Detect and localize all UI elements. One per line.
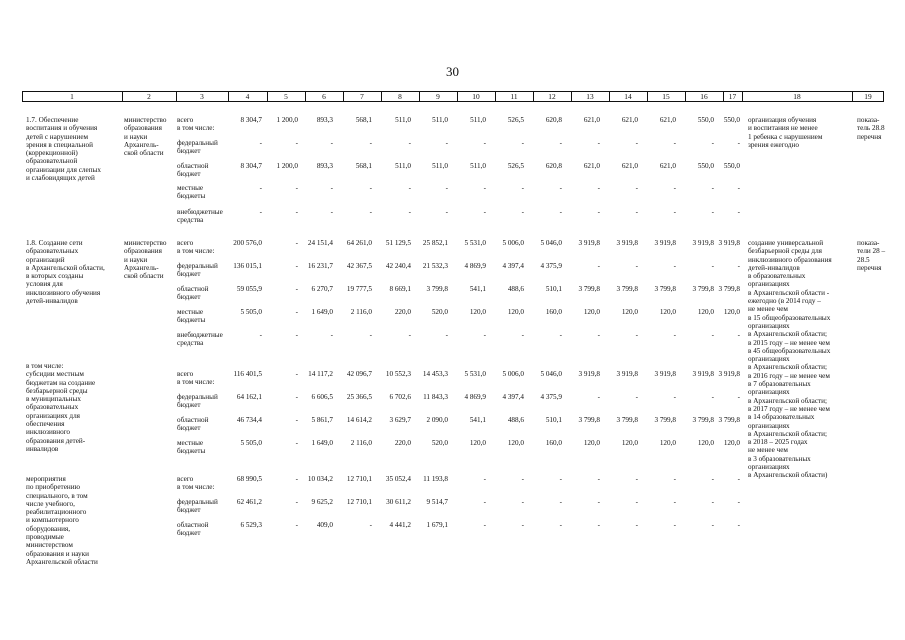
value-cell: 5 046,0 [540,239,562,247]
value-cell: 120,0 [469,439,486,447]
page-number: 30 [446,64,459,79]
value-cell: 568,1 [355,116,372,124]
value-cell: - [559,184,562,192]
value-cell: - [737,393,740,401]
value-cell: 3 799,8 [692,285,714,293]
measure-name: в том числе: субсидии местным бюджетам на создание безбарьерной среды в муниципальных образовательных организациях для обеспечения инклюзивного образования детей- инвалидов [26,362,96,453]
value-cell: - [521,208,524,216]
value-cell: 541,1 [469,285,486,293]
column-header: 16 [700,92,708,101]
value-cell: - [483,331,486,339]
value-cell: 136 015,1 [233,262,262,270]
value-cell: 6 529,3 [240,521,262,529]
value-cell: 3 919,8 [578,239,600,247]
value-cell: - [295,239,298,247]
column-header: 1 [70,92,74,101]
column-header: 5 [284,92,288,101]
value-cell: 621,0 [583,162,600,170]
value-cell: 3 919,8 [616,370,638,378]
value-cell: 1 200,0 [276,162,298,170]
column-header: 12 [548,92,556,101]
value-cell: 3 799,8 [654,416,676,424]
value-cell: - [635,331,638,339]
value-cell: 120,0 [621,308,638,316]
value-cell: 10 034,2 [307,475,333,483]
value-cell: 19 777,5 [346,285,372,293]
value-cell: 526,5 [507,116,524,124]
value-cell: - [295,331,298,339]
value-cell: - [711,393,714,401]
funding-source: областной бюджет [177,285,209,302]
value-cell: - [597,331,600,339]
value-cell: 51 129,5 [385,239,411,247]
value-cell: - [295,475,298,483]
value-cell: 14 117,2 [308,370,333,378]
value-cell: - [597,521,600,529]
column-header: 15 [662,92,670,101]
value-cell: - [295,439,298,447]
value-cell: 3 799,8 [578,416,600,424]
value-cell: - [330,139,333,147]
value-cell: - [295,262,298,270]
value-cell: - [408,331,411,339]
value-cell: - [483,184,486,192]
value-cell: 3 919,8 [654,239,676,247]
value-cell: 520,0 [431,439,448,447]
value-cell: 511,0 [432,162,448,170]
value-cell: - [483,208,486,216]
value-cell: 5 531,0 [464,239,486,247]
value-cell: - [635,208,638,216]
value-cell: 3 799,8 [578,285,600,293]
value-cell: 511,0 [395,116,411,124]
value-cell: 526,5 [507,162,524,170]
value-cell: 3 799,8 [692,416,714,424]
value-cell: 2 116,0 [350,439,372,447]
value-cell: - [711,331,714,339]
value-cell: - [369,139,372,147]
value-cell: - [483,139,486,147]
value-cell: - [521,498,524,506]
value-cell: - [635,184,638,192]
value-cell: - [635,521,638,529]
value-cell: 25 366,5 [346,393,372,401]
value-cell: 520,0 [431,308,448,316]
value-cell: 42 367,5 [346,262,372,270]
value-cell: 160,0 [545,308,562,316]
value-cell: - [673,208,676,216]
value-cell: 30 611,2 [386,498,411,506]
value-cell: 68 990,5 [236,475,262,483]
value-cell: - [369,184,372,192]
value-cell: 541,1 [469,416,486,424]
value-cell: - [445,331,448,339]
value-cell: 3 799,8 [654,285,676,293]
value-cell: 4 375,9 [540,262,562,270]
value-cell: - [369,521,372,529]
value-cell: 12 710,1 [346,498,372,506]
column-header: 7 [360,92,364,101]
column-header: 13 [586,92,594,101]
value-cell: - [559,208,562,216]
value-cell: 116 401,5 [233,370,262,378]
value-cell: 200 576,0 [233,239,262,247]
value-cell: 3 919,8 [616,239,638,247]
value-cell: - [711,139,714,147]
value-cell: 3 919,8 [718,370,740,378]
value-cell: 1 649,0 [311,439,333,447]
value-cell: 4 375,9 [540,393,562,401]
funding-source: всего в том числе: [177,475,215,492]
value-cell: 11 843,3 [423,393,448,401]
column-header: 2 [147,92,151,101]
value-cell: - [559,475,562,483]
value-cell: - [737,208,740,216]
value-cell: - [295,285,298,293]
value-cell: - [737,184,740,192]
column-header: 17 [728,92,737,101]
value-cell: 550,0 [697,116,714,124]
value-cell: 120,0 [723,439,740,447]
value-cell: 6 606,5 [311,393,333,401]
value-cell: - [445,208,448,216]
column-header: 8 [398,92,402,101]
value-cell: 6 270,7 [311,285,333,293]
value-cell: - [295,184,298,192]
value-cell: 568,1 [355,162,372,170]
measure-name: мероприятия по приобретению специального, в том числе учебного, реабилитационного и компьютерного оборудования, проводимые министерством образования и науки Архангельской области [26,475,98,566]
value-cell: - [597,498,600,506]
funding-source: местные бюджеты [177,184,206,201]
value-cell: - [737,521,740,529]
value-cell: - [295,498,298,506]
value-cell: - [673,331,676,339]
value-cell: 120,0 [697,308,714,316]
column-header: 14 [624,92,632,101]
value-cell: - [521,521,524,529]
value-cell: - [635,498,638,506]
value-cell: - [445,184,448,192]
value-cell: 620,8 [545,116,562,124]
value-cell: 510,1 [545,416,562,424]
value-cell: 8 304,7 [240,162,262,170]
value-cell: 1 649,0 [311,308,333,316]
value-cell: - [597,139,600,147]
value-cell: 64 261,0 [346,239,372,247]
value-cell: 5 006,0 [502,239,524,247]
value-cell: - [635,262,638,270]
value-cell: - [673,475,676,483]
value-cell: 120,0 [469,308,486,316]
value-cell: 9 625,2 [311,498,333,506]
value-cell: - [330,208,333,216]
value-cell: - [259,208,262,216]
value-cell: 42 240,4 [385,262,411,270]
measure-name: 1.7. Обеспечение воспитания и обучения детей с нарушением зрения в специальной (коррекционной) образовательной организации для слепых и слабовидящих детей [26,116,101,183]
value-cell: 488,6 [507,285,524,293]
value-cell: 5 505,0 [240,308,262,316]
value-cell: 893,3 [316,162,333,170]
column-header: 3 [200,92,204,101]
value-cell: - [295,208,298,216]
value-cell: - [559,331,562,339]
value-cell: 3 799,8 [718,416,740,424]
value-cell: 59 055,9 [236,285,262,293]
value-cell: 3 799,8 [616,285,638,293]
value-cell: 3 919,8 [718,239,740,247]
funding-source: федеральный бюджет [177,262,218,279]
value-cell: 893,3 [316,116,333,124]
value-cell: 35 052,4 [385,475,411,483]
value-cell: 2 116,0 [350,308,372,316]
value-cell: 5 861,7 [311,416,333,424]
value-cell: 3 629,7 [389,416,411,424]
value-cell: - [408,208,411,216]
value-cell: 511,0 [432,116,448,124]
value-cell: - [597,393,600,401]
value-cell: 4 397,4 [502,393,524,401]
value-cell: 3 919,8 [692,239,714,247]
value-cell: 511,0 [470,116,486,124]
value-cell: 621,0 [583,116,600,124]
funding-source: всего в том числе: [177,370,215,387]
value-cell: 25 852,1 [422,239,448,247]
value-cell: - [369,331,372,339]
value-cell: 511,0 [470,162,486,170]
funding-source: внебюджетные средства [177,208,223,225]
value-cell: - [521,331,524,339]
value-cell: - [597,184,600,192]
column-header: 11 [510,92,518,101]
value-cell: 3 799,8 [616,416,638,424]
value-cell: - [295,370,298,378]
value-cell: 120,0 [659,439,676,447]
value-cell: - [559,521,562,529]
value-cell: 14 614,2 [346,416,372,424]
value-cell: - [635,475,638,483]
value-cell: 120,0 [697,439,714,447]
value-cell: - [737,331,740,339]
value-cell: - [673,498,676,506]
value-cell: - [408,184,411,192]
value-cell: 120,0 [723,308,740,316]
value-cell: - [635,393,638,401]
value-cell: - [737,139,740,147]
column-header: 19 [864,92,872,101]
value-cell: 550,0 [697,162,714,170]
funding-source: федеральный бюджет [177,498,218,515]
value-cell: 3 919,8 [578,370,600,378]
value-cell: 4 869,9 [464,262,486,270]
value-cell: - [737,475,740,483]
value-cell: - [295,416,298,424]
value-cell: - [295,521,298,529]
value-cell: - [369,208,372,216]
value-cell: 3 799,8 [718,285,740,293]
value-cell: 5 006,0 [502,370,524,378]
value-cell: - [483,498,486,506]
funding-source: федеральный бюджет [177,139,218,156]
value-cell: 120,0 [659,308,676,316]
value-cell: 5 046,0 [540,370,562,378]
value-cell: - [483,475,486,483]
value-cell: 4 441,2 [389,521,411,529]
funding-source: федеральный бюджет [177,393,218,410]
column-header: 6 [322,92,326,101]
value-cell: 2 090,0 [426,416,448,424]
funding-source: областной бюджет [177,162,209,179]
value-cell: - [559,139,562,147]
value-cell: 220,0 [394,308,411,316]
funding-source: всего в том числе: [177,239,215,256]
value-cell: 3 919,8 [654,370,676,378]
executor: министерство образования и науки Архангель- ской области [124,239,167,281]
value-cell: - [737,498,740,506]
value-cell: 21 532,3 [422,262,448,270]
column-header: 4 [245,92,250,101]
value-cell: - [711,184,714,192]
value-cell: 120,0 [583,439,600,447]
value-cell: 621,0 [621,116,638,124]
value-cell: 5 505,0 [240,439,262,447]
value-cell: 3 799,8 [426,285,448,293]
column-header: 10 [472,92,480,101]
value-cell: 11 193,8 [423,475,448,483]
funding-source: областной бюджет [177,416,209,433]
value-cell: - [673,262,676,270]
funding-source: областной бюджет [177,521,209,538]
value-cell: - [711,475,714,483]
expected-result: организация обучения и воспитания не менее 1 ребенка с нарушением зрения ежегодно [748,116,823,149]
value-cell: 220,0 [394,439,411,447]
value-cell: 160,0 [545,439,562,447]
value-cell: - [711,521,714,529]
value-cell: - [330,184,333,192]
indicator-ref: показа- тели 28 – 28.5 перечня [857,239,886,272]
value-cell: 621,0 [659,162,676,170]
value-cell: 550,0 [723,162,740,170]
value-cell: - [295,139,298,147]
value-cell: - [597,208,600,216]
value-cell: 16 231,7 [307,262,333,270]
column-header: 18 [793,92,801,101]
value-cell: - [559,498,562,506]
value-cell: 42 096,7 [346,370,372,378]
value-cell: 9 514,7 [426,498,448,506]
value-cell: 409,0 [316,521,333,529]
value-cell: 3 919,8 [692,370,714,378]
value-cell: - [597,475,600,483]
value-cell: 120,0 [621,439,638,447]
value-cell: 8 669,1 [389,285,411,293]
value-cell: 8 304,7 [240,116,262,124]
value-cell: 5 531,0 [464,370,486,378]
value-cell: - [295,308,298,316]
value-cell: 621,0 [659,116,676,124]
value-cell: 488,6 [507,416,524,424]
value-cell: - [521,139,524,147]
value-cell: - [673,184,676,192]
value-cell: 550,0 [723,116,740,124]
funding-source: всего в том числе: [177,116,215,133]
value-cell: 12 710,1 [346,475,372,483]
value-cell: 6 702,6 [389,393,411,401]
value-cell: 62 461,2 [236,498,262,506]
value-cell: - [635,139,638,147]
measure-name: 1.8. Создание сети образовательных организаций в Архангельской области, в которых созданы условия для инклюзивного обучения детей-инвалидов [26,239,105,306]
value-cell: - [521,184,524,192]
value-cell: - [711,262,714,270]
column-header: 9 [436,92,440,101]
funding-source: местные бюджеты [177,308,206,325]
value-cell: - [673,139,676,147]
value-cell: - [711,208,714,216]
value-cell: 46 734,4 [236,416,262,424]
value-cell: 621,0 [621,162,638,170]
value-cell: - [521,475,524,483]
value-cell: - [330,331,333,339]
value-cell: 510,1 [545,285,562,293]
funding-source: внебюджетные средства [177,331,223,348]
funding-source: местные бюджеты [177,439,206,456]
value-cell: 14 453,3 [422,370,448,378]
expected-result: создание универсальной безбарьерной среды для инклюзивного образования детей-инвалидов в образовательных организациях в Архангельской области - ежегодно (в 2014 году – не менее чем в 15 общеобразовательных организациях в Архангельской области; в 2015 году – не менее чем в 45 общеобразовательных организациях в Архангельской области; в 2016 году – не менее чем в 7 образовательных организациях в Архангельской области; в 2017 году – не менее чем в 14 образовательных организациях в Архангельской области; в 2018 – 2025 годах не менее чем в 3 образовательных организациях в Архангельской области) [748,239,832,480]
value-cell: 10 552,3 [385,370,411,378]
value-cell: - [483,521,486,529]
value-cell: 511,0 [395,162,411,170]
value-cell: 4 397,4 [502,262,524,270]
value-cell: 64 162,1 [236,393,262,401]
value-cell: - [295,393,298,401]
value-cell: 120,0 [583,308,600,316]
value-cell: - [711,498,714,506]
value-cell: - [445,139,448,147]
value-cell: - [673,521,676,529]
value-cell: 1 679,1 [426,521,448,529]
value-cell: - [408,139,411,147]
value-cell: 4 869,9 [464,393,486,401]
value-cell: - [673,393,676,401]
value-cell: - [597,262,600,270]
value-cell: 1 200,0 [276,116,298,124]
value-cell: 120,0 [507,439,524,447]
indicator-ref: показа- тель 28.8 перечня [857,116,885,141]
value-cell: - [259,139,262,147]
value-cell: 120,0 [507,308,524,316]
value-cell: 620,8 [545,162,562,170]
executor: министерство образования и науки Архангель- ской области [124,116,167,158]
value-cell: 24 151,4 [307,239,333,247]
value-cell: - [259,184,262,192]
value-cell: - [737,262,740,270]
value-cell: - [259,331,262,339]
